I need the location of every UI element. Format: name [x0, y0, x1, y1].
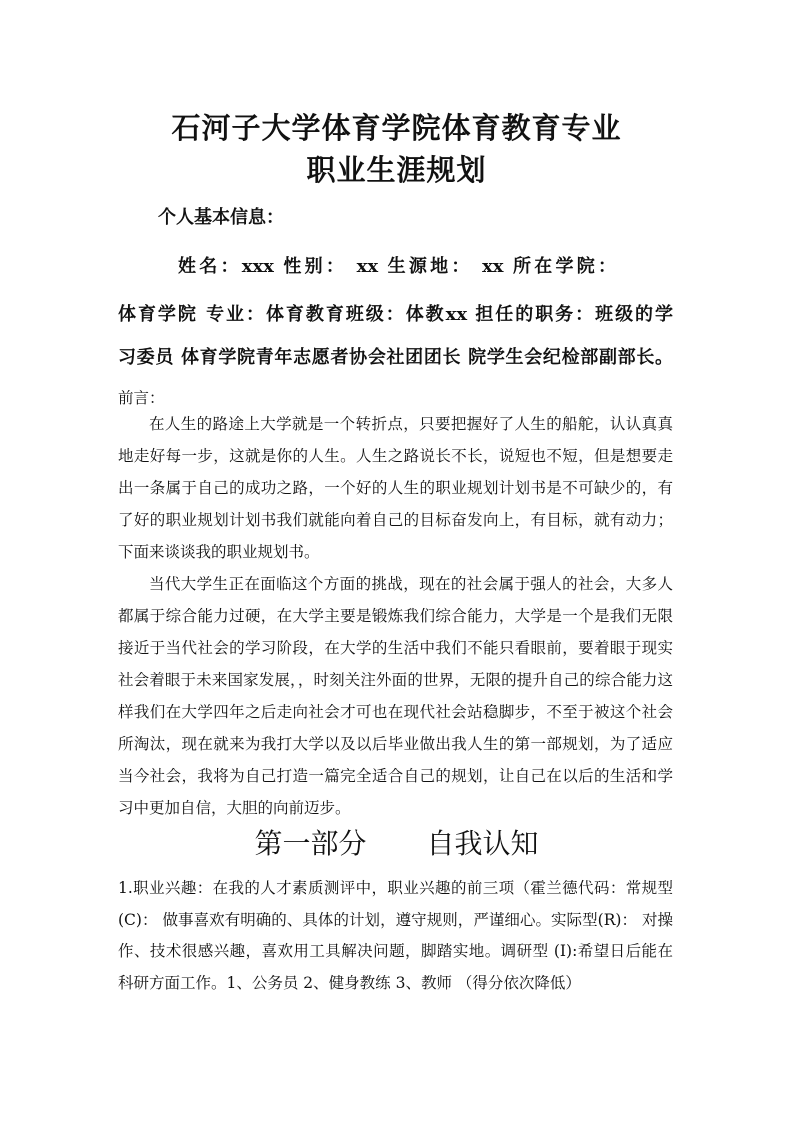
section-name: 自我认知: [426, 827, 539, 860]
document-title-line2: 职业生涯规划: [306, 153, 487, 187]
section-part-label: 第一部分: [254, 827, 367, 860]
personal-info-heading: 个人基本信息：: [158, 207, 284, 228]
section-heading: [0, 822, 793, 862]
preface-paragraph-1: 在人生的路途上大学就是一个转折点，只要把握好了人生的船舵，认认真真地走好每一步，这就是你的人生。人生之路说长不长，说短也不短，但是想要走出一条属于自己的成功之路，一个好的人生的职业规划计划书是不可缺少的，有了好的职业规划计划书我们就能向着自己的目标奋发向上，有目标，就有动力；下面来谈谈我的职业规划书。: [118, 415, 673, 561]
personal-info-line3: 习委员 体育学院青年志愿者协会社团团长 院学生会纪检部副部长。: [118, 347, 673, 368]
preface-paragraph-2: 当代大学生正在面临这个方面的挑战，现在的社会属于强人的社会，大多人都属于综合能力过硬，在大学主要是锻炼我们综合能力，大学是一个是我们无限接近于当代社会的学习阶段，在大学的生活中我们不能只看眼前，要着眼于现实社会着眼于未来国家发展，，时刻关注外面的世界，无限的提升自己的综合能力这样我们在大学四年之后走向社会才可也在现代社会站稳脚步，不至于被这个社会所淘汰，现在就来为我打大学以及以后毕业做出我人生的第一部规划，为了适应当今社会，我将为自己打造一篇完全适合自己的规划，让自己在以后的生活和学习中更加自信，大胆的向前迈步。: [118, 575, 673, 817]
preface-label: 前言：: [118, 389, 165, 407]
document-title-line1: 石河子大学体育学院体育教育专业: [171, 111, 622, 145]
section-text: 1.职业兴趣：在我的人才素质测评中，职业兴趣的前三项（霍兰德代码：常规型(C)： 做事喜欢有明确的、具体的计划，遵守规则，严谨细心。实际型(R)： 对操作、技术很感兴趣，喜欢用工具解决问题，脚踏实地。调研型 (I):希望日后能在科研方面工作。1、公务员 2、健身教练 3、教师 （得分依次降低）: [118, 879, 673, 992]
personal-info-line1: 姓名：xxx 性别： xx 生源地： xx 所在学院：: [178, 256, 616, 277]
preface-body: [118, 408, 673, 824]
personal-info-line2: 体育学院 专业：体育教育班级：体教xx 担任的职务：班级的学: [118, 304, 673, 325]
